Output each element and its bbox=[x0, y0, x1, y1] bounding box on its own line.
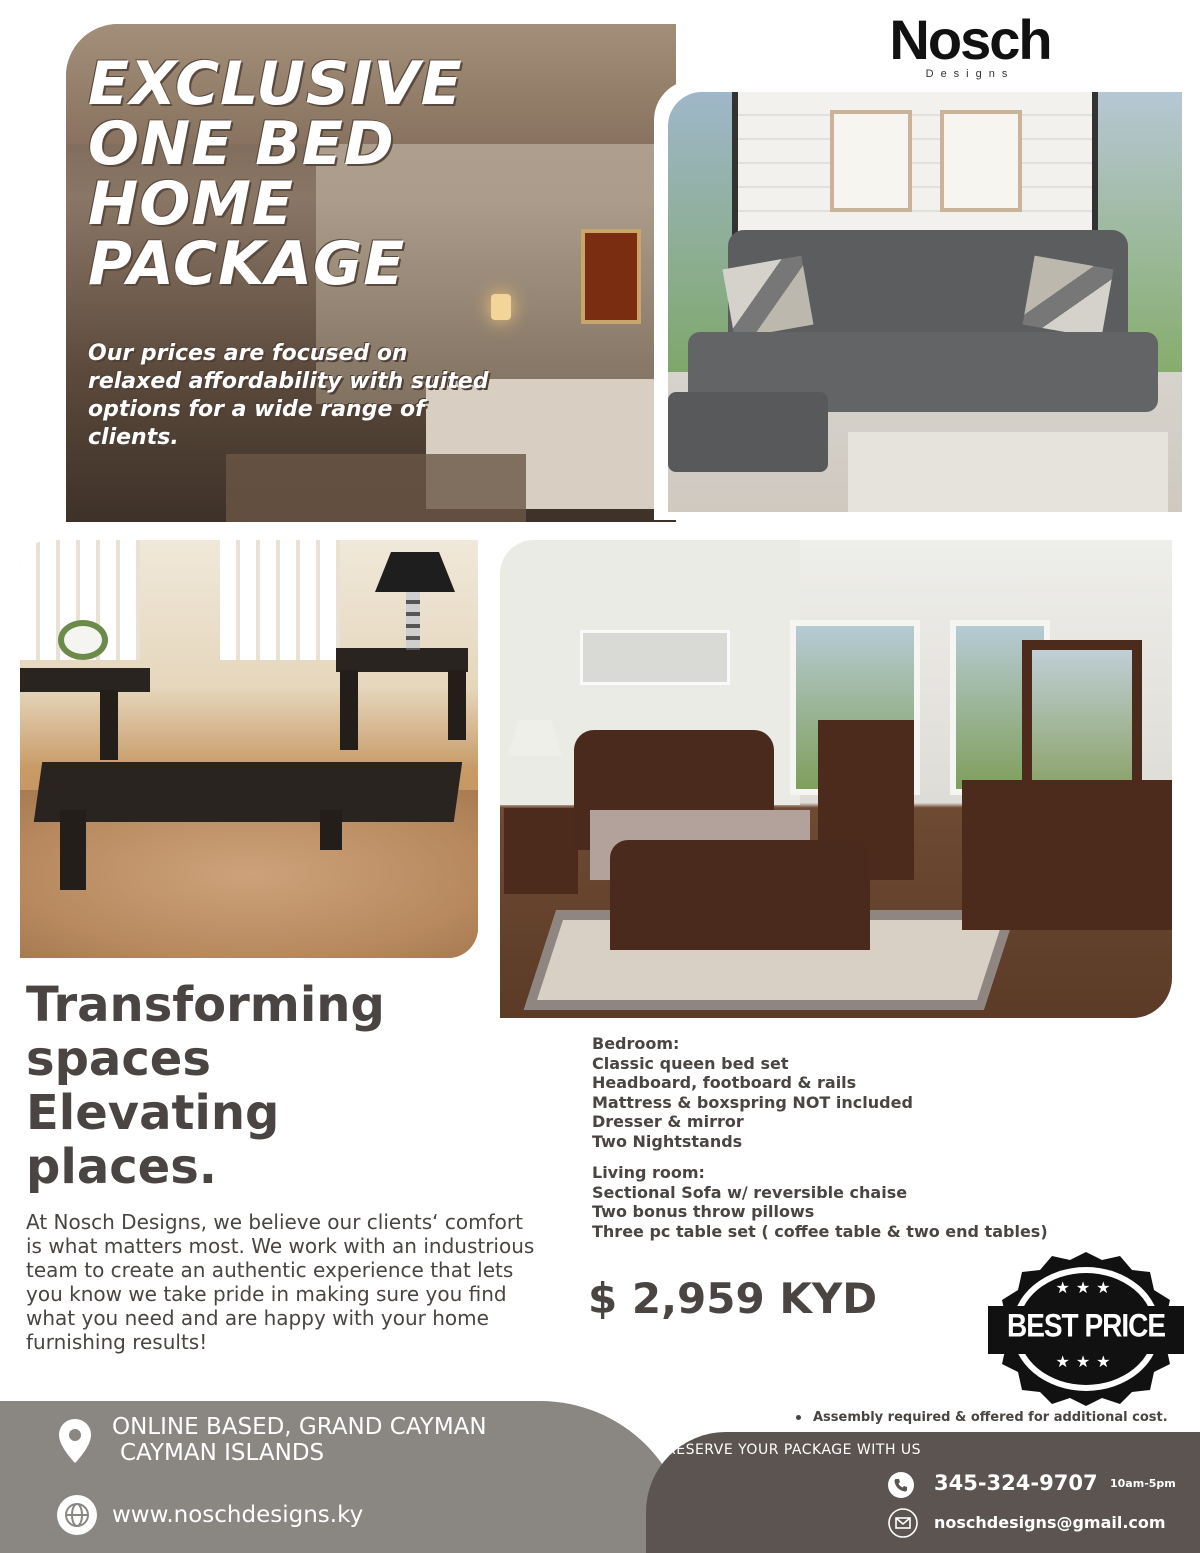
star-icon: ★★★ bbox=[1055, 1278, 1117, 1297]
website-link[interactable]: www.noschdesigns.ky bbox=[112, 1502, 364, 1528]
list-item: Three pc table set ( coffee table & two end tables) bbox=[592, 1221, 1048, 1241]
list-item: Two Nightstands bbox=[592, 1131, 743, 1151]
badge-label: BEST PRICE bbox=[1006, 1307, 1166, 1344]
bedroom-heading: Bedroom: bbox=[592, 1034, 680, 1053]
brand-logo bbox=[880, 10, 1060, 90]
location-line-1: ONLINE BASED, GRAND CAYMAN bbox=[112, 1414, 487, 1440]
tagline-headline bbox=[26, 978, 496, 1194]
list-item: Sectional Sofa w/ reversible chaise bbox=[592, 1182, 908, 1202]
hero-title-line: ONE BED bbox=[88, 109, 395, 179]
headline-line: Transforming bbox=[26, 977, 385, 1033]
assembly-note bbox=[796, 1410, 1200, 1425]
phone-icon bbox=[888, 1472, 914, 1498]
list-item: Headboard, footboard & rails bbox=[592, 1073, 857, 1092]
living-room-heading: Living room: bbox=[592, 1163, 705, 1182]
list-item: Dresser & mirror bbox=[592, 1112, 744, 1131]
headline-line: places. bbox=[26, 1139, 218, 1195]
list-item: Two bonus throw pillows bbox=[592, 1202, 815, 1221]
phone-number[interactable]: 345-324-9707 bbox=[934, 1471, 1098, 1495]
headline-line: Elevating bbox=[26, 1085, 280, 1141]
sectional-sofa-photo bbox=[668, 92, 1182, 512]
bedroom-group bbox=[592, 1034, 1152, 1151]
best-price-badge bbox=[988, 1250, 1184, 1406]
logo-name: Nosch bbox=[889, 8, 1051, 71]
hero-photo-living-room bbox=[66, 24, 676, 522]
globe-icon bbox=[56, 1494, 98, 1536]
assembly-note-text: Assembly required & offered for additional cost. bbox=[813, 1410, 1168, 1425]
reserve-label: RESERVE YOUR PACKAGE WITH US bbox=[666, 1442, 922, 1458]
star-icon: ★★★ bbox=[1055, 1352, 1117, 1371]
hero-title-line: EXCLUSIVE bbox=[88, 49, 463, 119]
bedroom-set-photo bbox=[500, 540, 1172, 1018]
bullet-icon bbox=[796, 1415, 801, 1420]
email-address[interactable]: noschdesigns@gmail.com bbox=[934, 1513, 1166, 1532]
location-line-2: CAYMAN ISLANDS bbox=[120, 1440, 325, 1466]
hero-title-line: PACKAGE bbox=[88, 229, 406, 299]
about-paragraph: At Nosch Designs, we believe our clients‘ comfort is what matters most. We work with an industrious team to create an authentic experience that lets you know we take pride in making sure you find what you need and are happy with your home furnishing results! bbox=[26, 1210, 535, 1354]
table-set-photo bbox=[20, 540, 478, 958]
list-item: Mattress & boxspring NOT included bbox=[592, 1092, 913, 1112]
business-hours: 10am-5pm bbox=[1110, 1477, 1176, 1490]
mail-icon bbox=[888, 1508, 918, 1538]
hero-title bbox=[88, 49, 648, 299]
package-price: $ 2,959 KYD bbox=[588, 1274, 878, 1323]
hero-subtitle: Our prices are focused on relaxed affordability with suited options for a wide range of clients. bbox=[88, 341, 489, 450]
headline-line: spaces bbox=[26, 1031, 211, 1087]
list-item: Classic queen bed set bbox=[592, 1053, 789, 1073]
package-contents bbox=[592, 1034, 1152, 1253]
hero-title-line: HOME bbox=[88, 169, 294, 239]
logo-tagline: Designs bbox=[925, 68, 1015, 80]
living-room-group bbox=[592, 1163, 1152, 1241]
location-pin-icon bbox=[58, 1418, 92, 1464]
